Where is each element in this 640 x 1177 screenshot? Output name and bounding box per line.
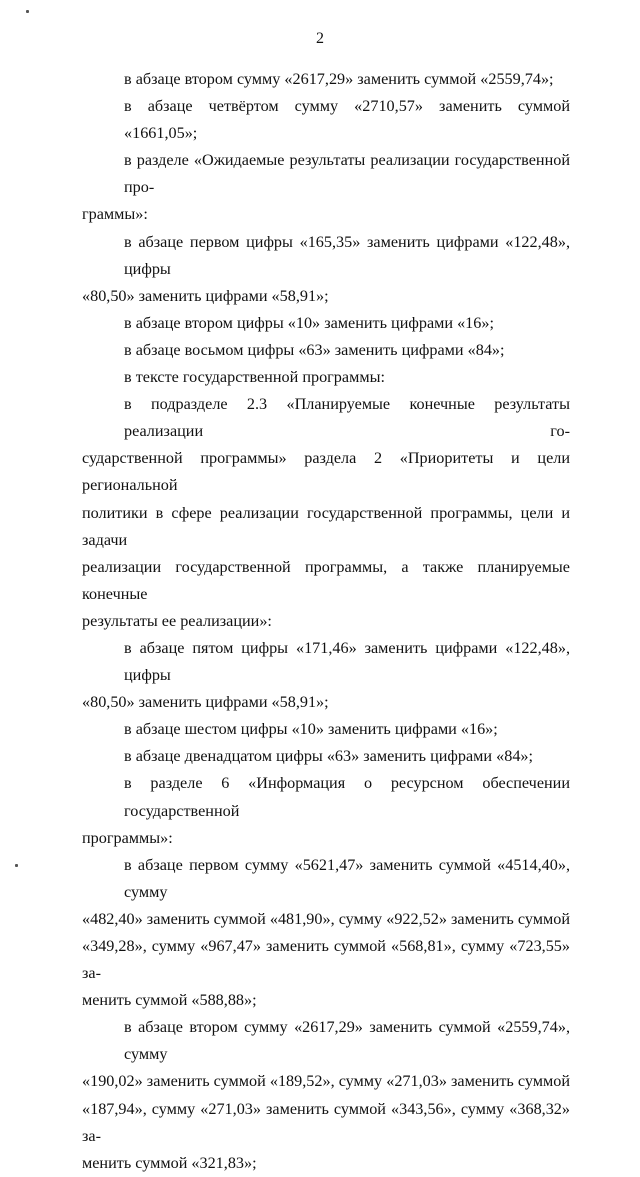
paragraph-line: менить суммой «321,83»; (82, 1153, 257, 1172)
paragraph-line: «349,28», сумму «967,47» заменить суммой «568,81», сумму «723,55» за- (82, 937, 570, 983)
paragraph-line: в абзаце первом цифры «165,35» заменить цифрами «122,48», цифры (124, 232, 570, 278)
paragraph (82, 743, 570, 770)
paragraph-line: сударственной программы» раздела 2 «Приоритеты и цели региональной (82, 449, 570, 495)
paragraph (82, 716, 570, 743)
paragraph-line: в абзаце первом сумму «5621,47» заменить суммой «4514,40», сумму (124, 855, 570, 901)
paragraph-line: результаты ее реализации»: (82, 611, 272, 630)
paragraph-line: в тексте государственной программы: (124, 368, 385, 387)
paragraph-line: «482,40» заменить суммой «481,90», сумму «922,52» заменить суммой (82, 909, 570, 928)
page-number: 2 (316, 30, 324, 47)
paragraph (82, 852, 570, 1015)
paragraph-line: политики в сфере реализации государственной программы, цели и задачи (82, 503, 570, 549)
scan-speck (15, 864, 18, 867)
paragraph (82, 147, 570, 228)
paragraph-line: в абзаце втором сумму «2617,29» заменить суммой «2559,74»; (124, 70, 554, 88)
paragraph-line: программы»: (82, 828, 173, 847)
paragraph (82, 229, 570, 310)
paragraph (82, 364, 570, 391)
scan-speck (26, 10, 29, 13)
document-body (82, 66, 570, 1177)
paragraph (82, 66, 570, 93)
paragraph-line: «190,02» заменить суммой «189,52», сумму «271,03» заменить суммой (82, 1072, 570, 1091)
paragraph (82, 391, 570, 635)
paragraph-line: в абзаце втором цифры «10» заменить цифрами «16»; (124, 313, 494, 332)
paragraph (82, 337, 570, 364)
paragraph-line: «187,94», сумму «271,03» заменить суммой «343,56», сумму «368,32» за- (82, 1099, 570, 1145)
paragraph-line: «80,50» заменить цифрами «58,91»; (82, 286, 329, 305)
paragraph (82, 310, 570, 337)
paragraph (82, 770, 570, 851)
paragraph-line: в абзаце втором сумму «2617,29» заменить суммой «2559,74», сумму (124, 1018, 570, 1064)
paragraph (82, 635, 570, 716)
paragraph-line: в абзаце восьмом цифры «63» заменить цифрами «84»; (124, 340, 505, 359)
paragraph-line: в абзаце четвёртом сумму «2710,57» заменить суммой «1661,05»; (124, 97, 570, 143)
paragraph-line: в абзаце двенадцатом цифры «63» заменить цифрами «84»; (124, 747, 534, 766)
paragraph-line: в разделе 6 «Информация о ресурсном обеспечении государственной (124, 774, 570, 820)
paragraph-line: реализации государственной программы, а также планируемые конечные (82, 557, 570, 603)
paragraph-line: «80,50» заменить цифрами «58,91»; (82, 693, 329, 712)
paragraph-line: граммы»: (82, 205, 148, 224)
paragraph-line: в подразделе 2.3 «Планируемые конечные результаты реализации го- (124, 395, 570, 441)
paragraph (82, 93, 570, 147)
paragraph (82, 1014, 570, 1177)
paragraph-line: в разделе «Ожидаемые результаты реализации государственной про- (124, 151, 570, 197)
paragraph-line: в абзаце шестом цифры «10» заменить цифрами «16»; (124, 720, 498, 739)
paragraph-line: в абзаце пятом цифры «171,46» заменить цифрами «122,48», цифры (124, 638, 570, 685)
paragraph-line: менить суммой «588,88»; (82, 991, 257, 1010)
